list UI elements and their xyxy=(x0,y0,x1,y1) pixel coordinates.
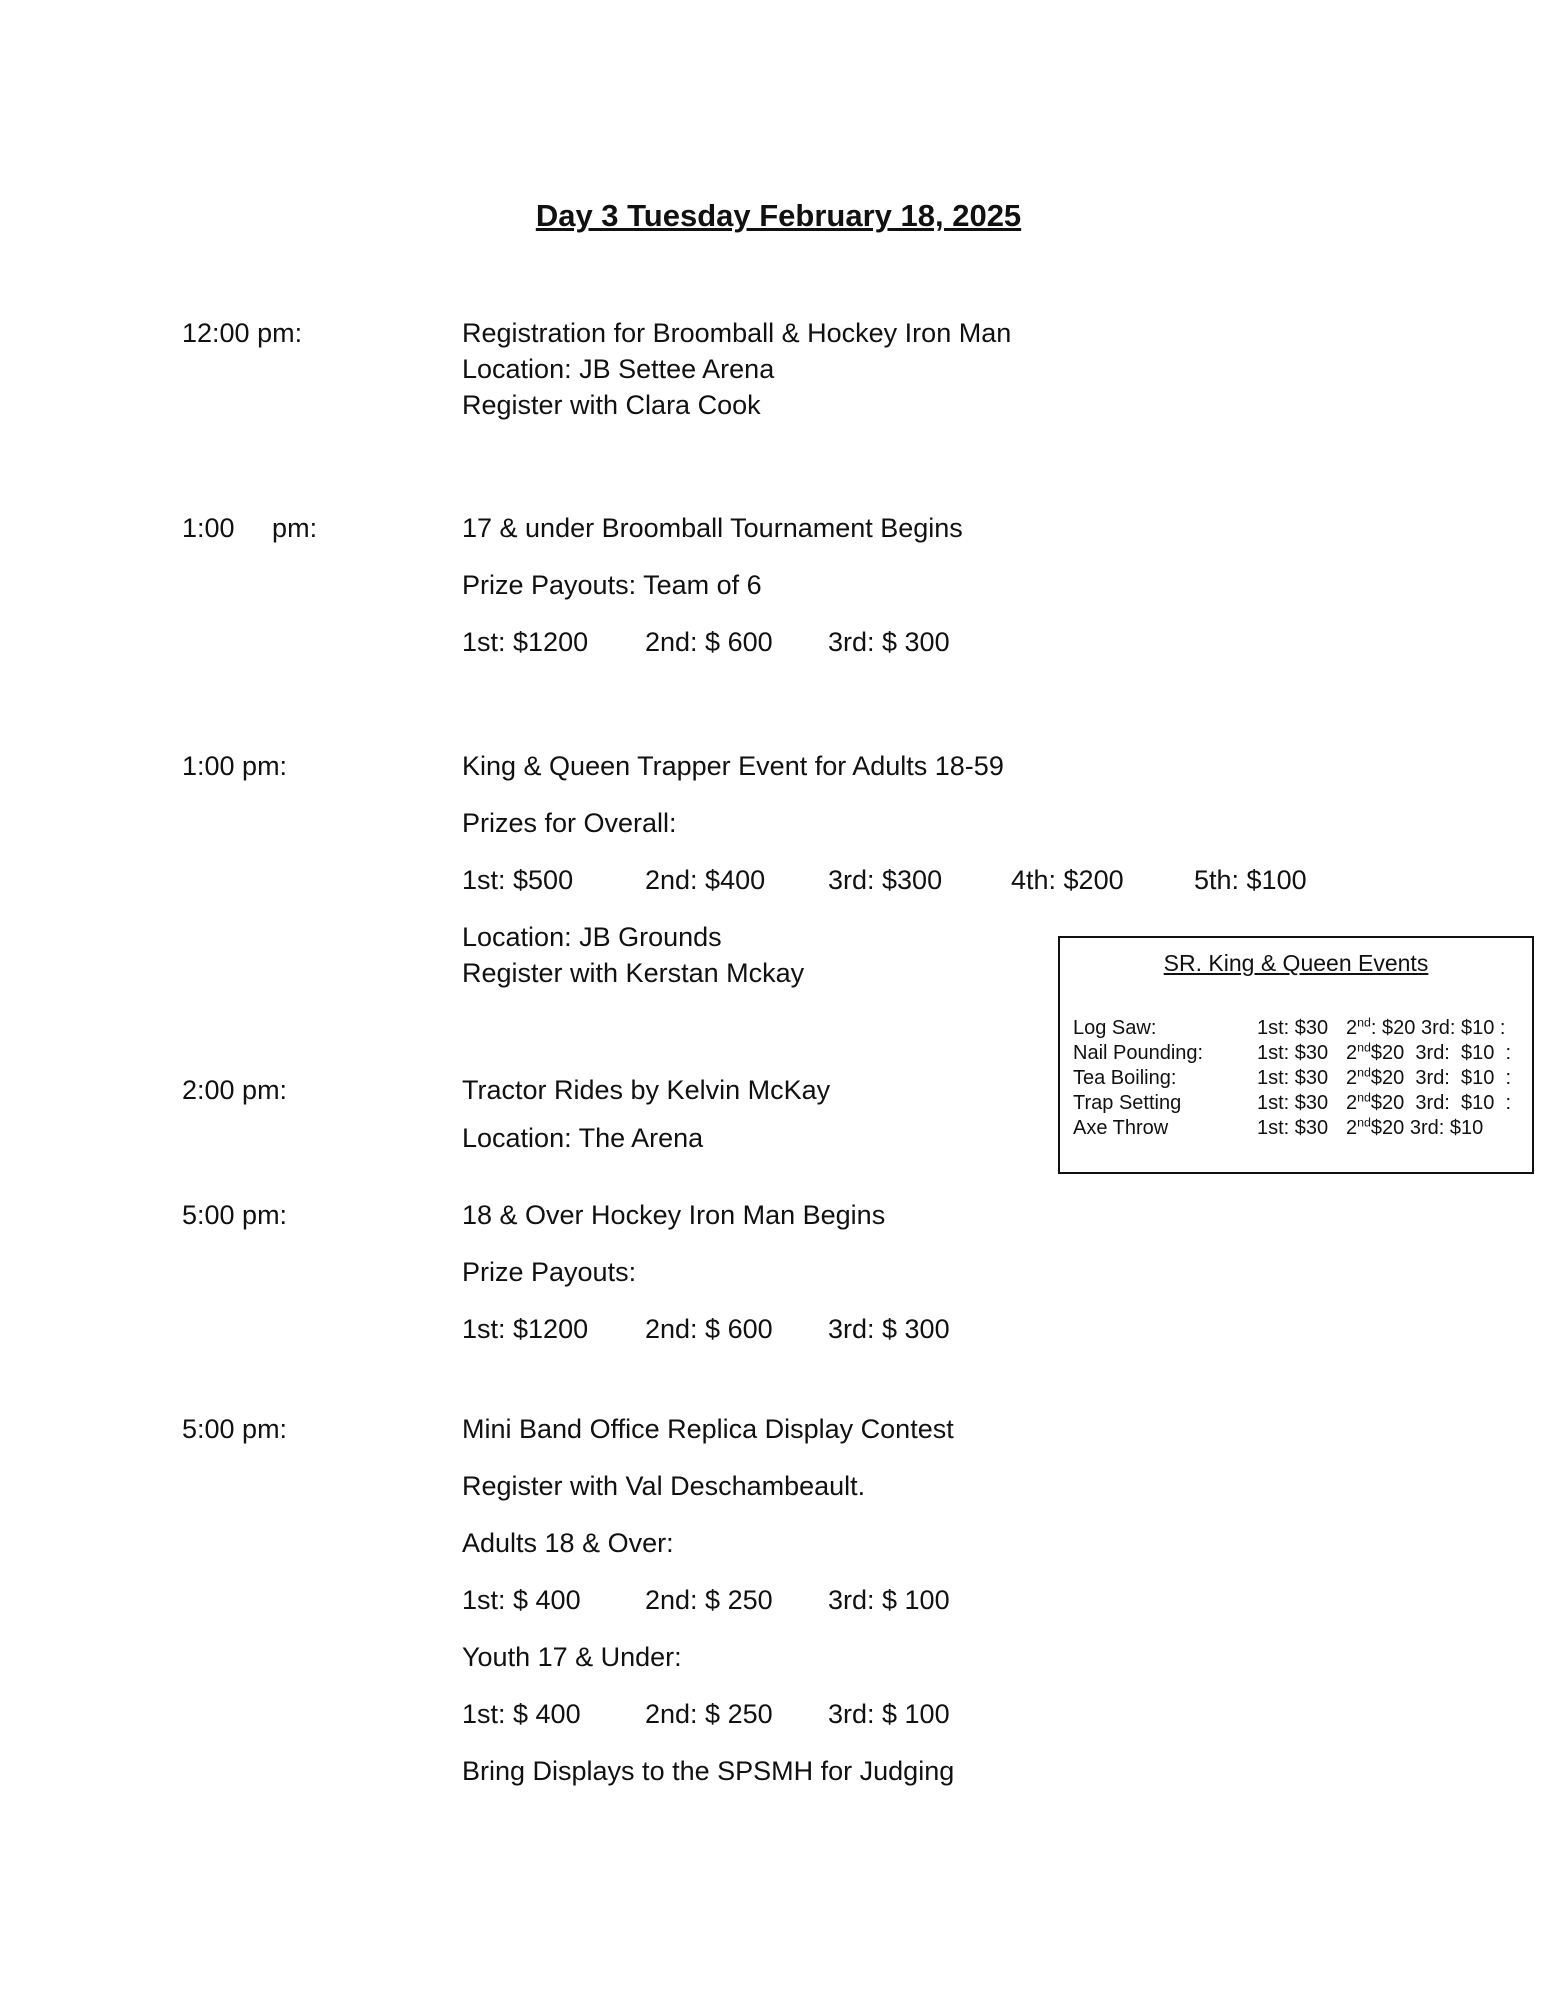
event-mini-band-youth-prizes xyxy=(462,1696,954,1732)
sr-other-prizes xyxy=(1346,1116,1483,1141)
sr-box-row-tea-boiling xyxy=(1073,1066,1532,1091)
sr-box-row-trap-setting xyxy=(1073,1091,1532,1116)
page-title xyxy=(182,198,1375,234)
prize-item: 3rd: $ 300 xyxy=(828,627,950,657)
sr-event-name: Axe Throw xyxy=(1073,1117,1169,1139)
event-registration-title: Registration for Broomball & Hockey Iron Man xyxy=(462,318,1012,348)
event-mini-band-note: Bring Displays to the SPSMH for Judging xyxy=(462,1756,955,1786)
event-king-queen-time: 1:00 pm: xyxy=(182,751,288,781)
sr-first-prize: 1st: $30 xyxy=(1257,1042,1329,1064)
event-broomball-body xyxy=(462,510,963,660)
sr-other-prizes xyxy=(1346,1041,1511,1066)
sr-second-base: 2 xyxy=(1346,1117,1358,1139)
prize-item: 4th: $200 xyxy=(1011,865,1124,895)
event-tractor-location: Location: The Arena xyxy=(462,1123,704,1153)
event-registration-time: 12:00 pm: xyxy=(182,318,303,348)
prize-item: 3rd: $300 xyxy=(828,865,943,895)
event-mini-band-register: Register with Val Deschambeault. xyxy=(462,1471,866,1501)
sr-other-prizes xyxy=(1346,1066,1511,1091)
event-tractor-time: 2:00 pm: xyxy=(182,1075,288,1105)
sr-rest-text: $20 3rd: $10 : xyxy=(1370,1067,1512,1089)
sr-event-name: Log Saw: xyxy=(1073,1017,1157,1039)
sr-box-row-axe-throw xyxy=(1073,1116,1532,1141)
event-registration-body xyxy=(462,315,1011,423)
event-tractor-title: Tractor Rides by Kelvin McKay xyxy=(462,1075,831,1105)
event-hockey-title: 18 & Over Hockey Iron Man Begins xyxy=(462,1200,886,1230)
sr-rest-text: $20 3rd: $10 : xyxy=(1370,1092,1512,1114)
event-registration xyxy=(182,315,1011,423)
event-hockey-prizes xyxy=(462,1311,950,1347)
event-king-queen-location: Location: JB Grounds xyxy=(462,922,722,952)
sr-first-prize: 1st: $30 xyxy=(1257,1092,1329,1114)
event-king-queen-register: Register with Kerstan Mckay xyxy=(462,958,805,988)
sr-box-title xyxy=(1068,948,1524,978)
sr-second-base: 2 xyxy=(1346,1067,1358,1089)
prize-item: 1st: $500 xyxy=(462,865,574,895)
sr-rest-text: $20 3rd: $10 : xyxy=(1370,1042,1512,1064)
prize-item: 3rd: $ 300 xyxy=(828,1314,950,1344)
sr-second-ordinal: nd xyxy=(1357,1015,1371,1030)
prize-item: 2nd: $ 600 xyxy=(645,1314,773,1344)
event-registration-location: Location: JB Settee Arena xyxy=(462,354,775,384)
event-hockey-body xyxy=(462,1197,950,1347)
event-broomball xyxy=(182,510,963,660)
event-hockey-time: 5:00 pm: xyxy=(182,1200,288,1230)
sr-second-ordinal: nd xyxy=(1357,1040,1371,1055)
event-mini-band-adults-label: Adults 18 & Over: xyxy=(462,1528,674,1558)
prize-item: 1st: $1200 xyxy=(462,1314,589,1344)
event-king-queen-prizes xyxy=(462,862,1307,898)
sr-first-prize: 1st: $30 xyxy=(1257,1067,1329,1089)
event-mini-band-title: Mini Band Office Replica Display Contest xyxy=(462,1414,954,1444)
sr-second-ordinal: nd xyxy=(1357,1090,1371,1105)
prize-item: 1st: $ 400 xyxy=(462,1699,581,1729)
sr-box-row-nail-pounding xyxy=(1073,1041,1532,1066)
sr-first-prize: 1st: $30 xyxy=(1257,1017,1329,1039)
sr-king-queen-events-box xyxy=(1058,936,1534,1174)
event-registration-register: Register with Clara Cook xyxy=(462,390,761,420)
prize-item: 3rd: $ 100 xyxy=(828,1585,950,1615)
event-tractor xyxy=(182,1072,830,1156)
prize-item: 2nd: $400 xyxy=(645,865,766,895)
prize-item: 1st: $1200 xyxy=(462,627,589,657)
event-mini-band-adults-prizes xyxy=(462,1582,954,1618)
event-broomball-title: 17 & under Broomball Tournament Begins xyxy=(462,513,963,543)
sr-box-rows xyxy=(1073,1016,1532,1141)
sr-box-title-text: SR. King & Queen Events xyxy=(1163,950,1429,976)
sr-second-base: 2 xyxy=(1346,1017,1358,1039)
prize-item: 2nd: $ 250 xyxy=(645,1585,773,1615)
event-mini-band-youth-label: Youth 17 & Under: xyxy=(462,1642,682,1672)
event-mini-band-body xyxy=(462,1411,954,1789)
sr-rest-text: $20 3rd: $10 xyxy=(1370,1117,1484,1139)
event-tractor-body xyxy=(462,1072,830,1156)
event-broomball-prizes xyxy=(462,624,963,660)
sr-second-base: 2 xyxy=(1346,1092,1358,1114)
sr-second-ordinal: nd xyxy=(1357,1065,1371,1080)
sr-second-base: 2 xyxy=(1346,1042,1358,1064)
sr-event-name: Trap Setting xyxy=(1073,1092,1182,1114)
sr-event-name: Nail Pounding: xyxy=(1073,1042,1204,1064)
event-broomball-time: 1:00 pm: xyxy=(182,513,318,543)
event-broomball-subtitle: Prize Payouts: Team of 6 xyxy=(462,570,762,600)
event-king-queen-subtitle: Prizes for Overall: xyxy=(462,808,677,838)
event-mini-band-time: 5:00 pm: xyxy=(182,1414,288,1444)
sr-box-row-log-saw xyxy=(1073,1016,1532,1041)
sr-event-name: Tea Boiling: xyxy=(1073,1067,1177,1089)
sr-other-prizes xyxy=(1346,1016,1505,1041)
prize-item: 3rd: $ 100 xyxy=(828,1699,950,1729)
sr-second-ordinal: nd xyxy=(1357,1115,1371,1130)
event-hockey xyxy=(182,1197,950,1347)
prize-item: 2nd: $ 250 xyxy=(645,1699,773,1729)
sr-other-prizes xyxy=(1346,1091,1511,1116)
prize-item: 1st: $ 400 xyxy=(462,1585,581,1615)
sr-first-prize: 1st: $30 xyxy=(1257,1117,1329,1139)
prize-item: 2nd: $ 600 xyxy=(645,627,773,657)
sr-rest-text: : $20 3rd: $10 : xyxy=(1370,1017,1506,1039)
page-title-text: Day 3 Tuesday February 18, 2025 xyxy=(535,198,1022,233)
event-mini-band xyxy=(182,1411,954,1789)
prize-item: 5th: $100 xyxy=(1194,865,1307,895)
event-hockey-subtitle: Prize Payouts: xyxy=(462,1257,637,1287)
event-king-queen-title: King & Queen Trapper Event for Adults 18-59 xyxy=(462,751,1004,781)
